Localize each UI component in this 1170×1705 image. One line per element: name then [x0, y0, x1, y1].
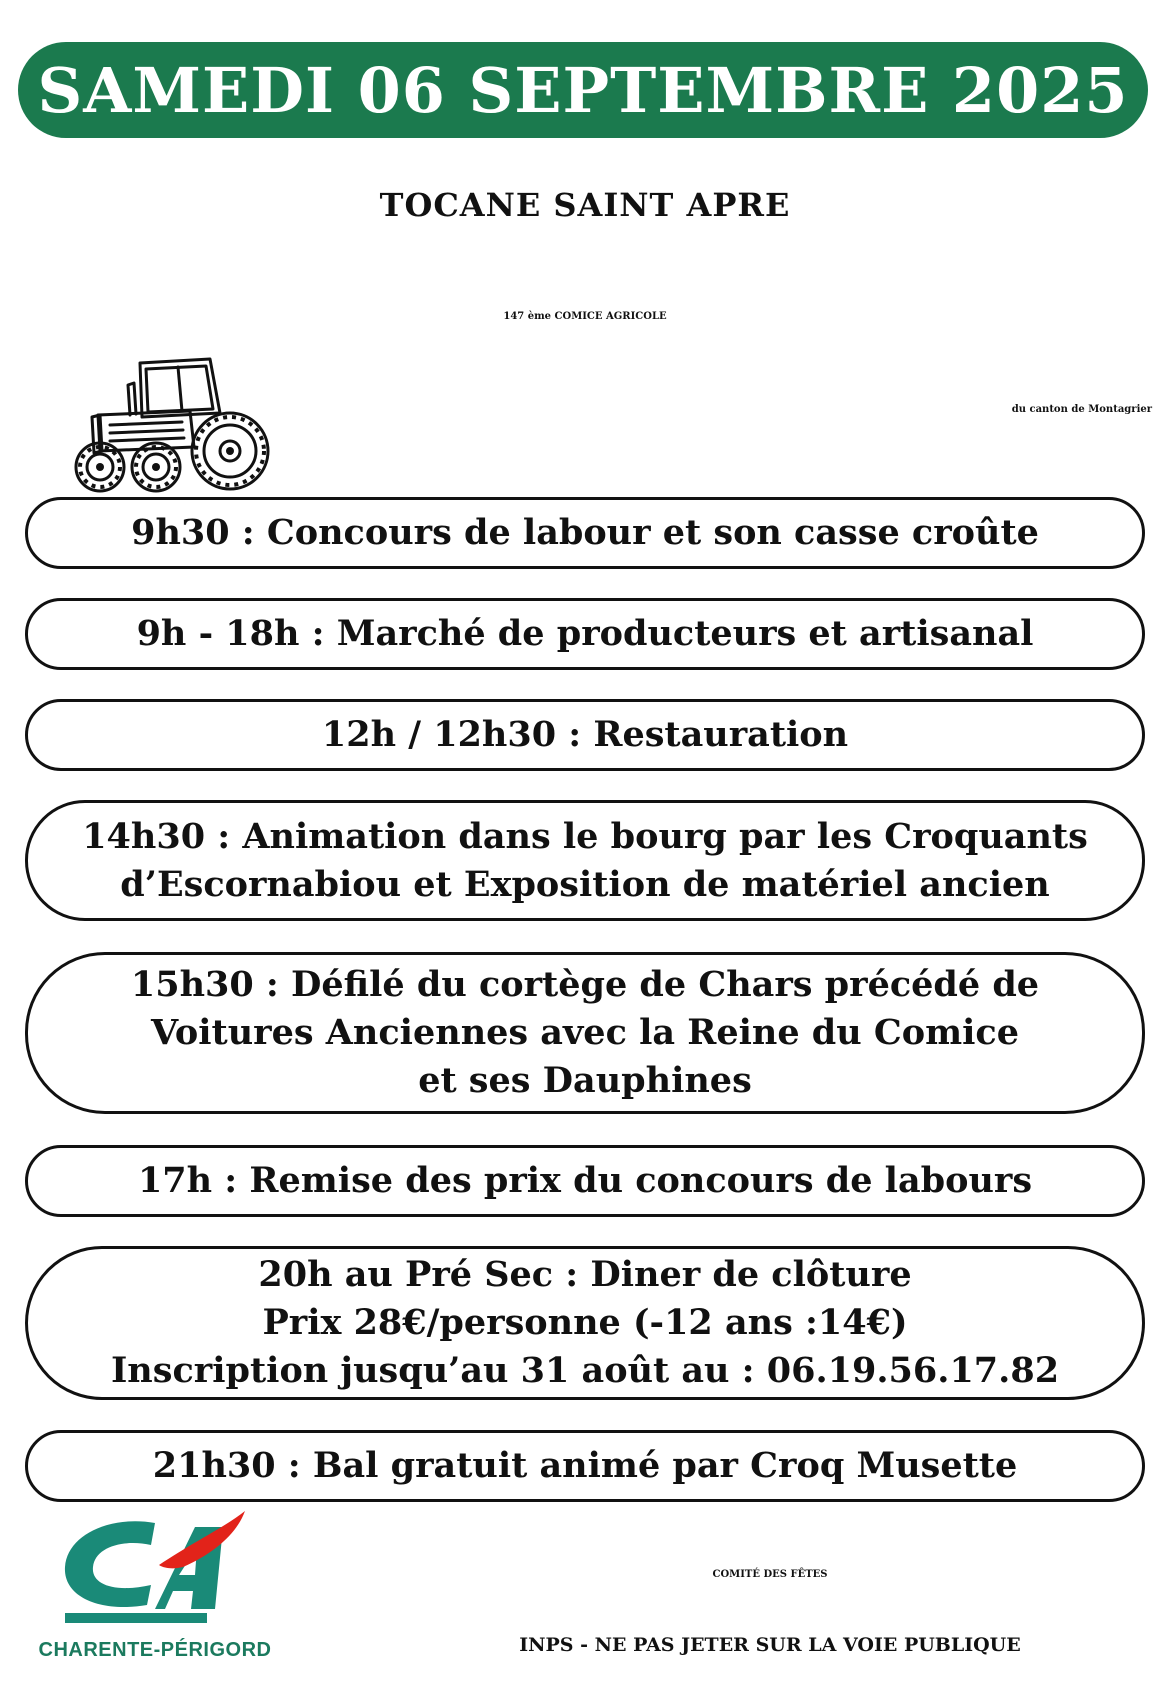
program-item	[25, 1145, 1145, 1217]
program-line: 21h30 : Bal gratuit animé par Croq Musette	[152, 1445, 1018, 1486]
program-line: d’Escornabiou et Exposition de matériel ancien	[120, 863, 1050, 905]
program-line: 9h - 18h : Marché de producteurs et artisanal	[136, 613, 1034, 654]
program-item	[25, 497, 1145, 569]
disposal-notice: INPS - NE PAS JETER SUR LA VOIE PUBLIQUE	[519, 1634, 1021, 1656]
sponsor-name: CHARENTE-PÉRIGORD	[38, 1639, 272, 1661]
program-line: Prix 28€/personne (-12 ans :14€)	[262, 1302, 908, 1343]
program-line: et ses Dauphines	[418, 1060, 752, 1101]
program-line: 17h : Remise des prix du concours de labours	[137, 1160, 1033, 1201]
tractor-icon	[70, 355, 275, 495]
program-line: 14h30 : Animation dans le bourg par les Croquants	[82, 815, 1088, 857]
credit-agricole-logo	[55, 1505, 245, 1630]
program-item	[25, 1246, 1145, 1400]
town-title: TOCANE SAINT APRE	[379, 186, 791, 224]
program-item	[25, 598, 1145, 670]
program-line: 12h / 12h30 : Restauration	[321, 714, 849, 755]
date-banner	[18, 42, 1148, 138]
program-line: 15h30 : Défilé du cortège de Chars précédé de	[130, 964, 1040, 1005]
organizer-title: COMITÉ DES FÊTES	[712, 1569, 828, 1580]
canton-title: du canton de Montagrier	[1011, 404, 1152, 415]
event-date: SAMEDI 06 SEPTEMBRE 2025	[37, 53, 1129, 127]
program-line: 20h au Pré Sec : Diner de clôture	[258, 1254, 912, 1295]
program-line: Inscription jusqu’au 31 août au : 06.19.56.17.82	[110, 1350, 1060, 1391]
program-item	[25, 1430, 1145, 1502]
program-item	[25, 800, 1145, 921]
program-item	[25, 699, 1145, 771]
program-line: Voitures Anciennes avec la Reine du Comice	[150, 1012, 1019, 1053]
program-item	[25, 952, 1145, 1114]
edition-title: 147 ème COMICE AGRICOLE	[503, 311, 667, 322]
program-line: 9h30 : Concours de labour et son casse croûte	[131, 512, 1039, 553]
